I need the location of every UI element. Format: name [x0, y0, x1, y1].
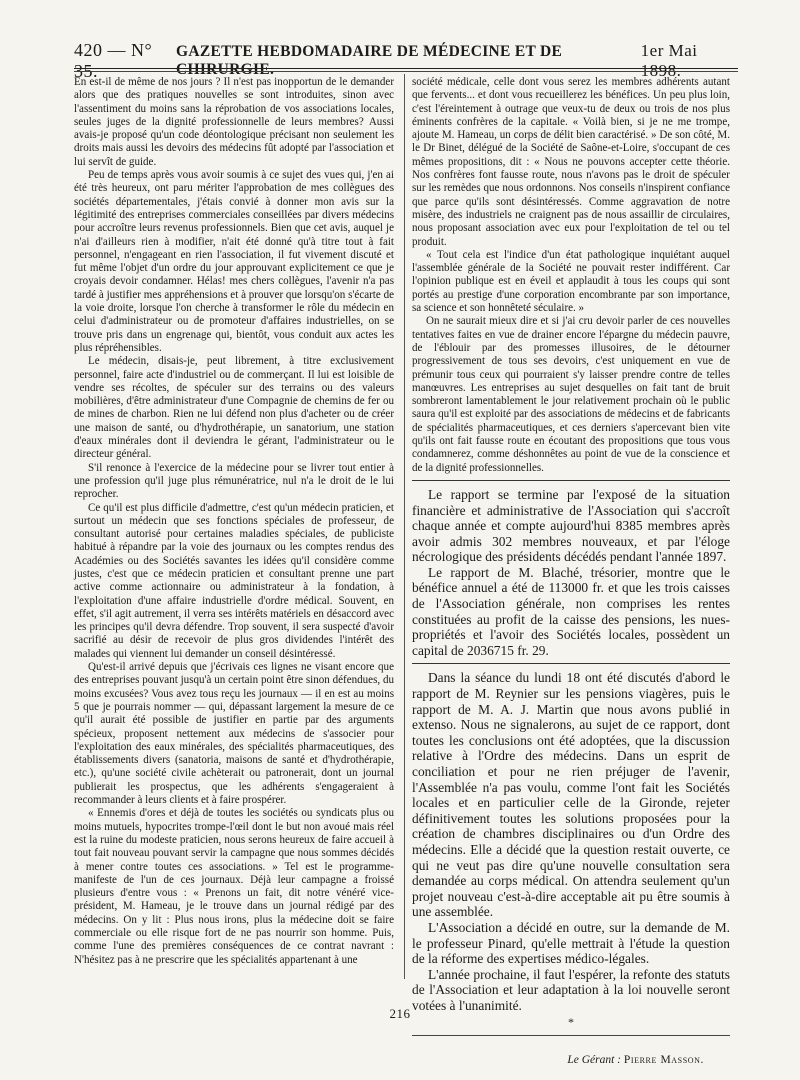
right-column — [412, 76, 730, 1067]
page-number: 216 — [389, 1006, 411, 1021]
paragraph: Dans la séance du lundi 18 ont été discutés d'abord le rapport de M. Reynier sur les pensions viagères, puis le rapport de M. A. J. Martin que nous avons publié in extenso. Nous ne signalerons, au sujet de ce rapport, dont toutes les conclusions ont été adoptées, que la discussion relative à l'Ordre des médecins. Dans un esprit de conciliation et pour ne rien préjuger de l'avenir, l'Assemblée n'a pas voulu, comme l'ont fait les Sociétés locales et en particulier celle de la Gironde, rejeter définitivement toutes les solutions proposées pour la création de chambres disciplinaires ou d'un Ordre des médecins. Elle a décidé que la question restait ouverte, ce qui ne veut pas dire qu'une nouvelle consultation sera demandée au corps médical. On attendra seulement qu'un projet nouveau c'est-à-dire acceptable ait pu être soumis à une assemblée. — [412, 670, 730, 920]
section-separator — [412, 663, 730, 664]
paragraph: Peu de temps après vous avoir soumis à ce sujet des vues qui, j'en ai été très heureux, ont paru mériter l'approbation de mes collègues des sociétés départementales, j'étais convié à donner mon avis sur la légitimité des entreprises commerciales conseillées par divers médecins pour accroître leurs revenus professionnels. Bien que cet avis, auquel je n'ai d'ailleurs rien à modifier, n'ait été donné qu'à titre tout à fait personnel, n'engageant en rien l'association, il fut vivement discuté et fut même l'objet d'un ordre du jour approuvant explicitement ce que je croyais devoir condamner. Hélas! mes chers collègues, l'avenir n'a pas tardé à justifier mes appréhensions et à prouver que lorsqu'on s'écarte de la voie droite, lorsque l'on cherche à transformer le rôle du médecin en celui d'administrateur ou de promoteur d'affaires industrielles, on se trouve pris dans un engrenage qui, bientôt, vous conduit aux actes les plus répréhensibles. — [74, 169, 394, 354]
header-rule-thin — [74, 71, 738, 72]
issue-date: 1er Mai 1898. — [640, 41, 698, 80]
paragraph: « Tout cela est l'indice d'un état pathologique inquiétant auquel l'assemblée générale de la Société ne pouvait rester indifférent. Car l'opinion publique est en éveil et applaudit à tous les coups qui sont portés au prestige d'une corporation encombrante par son importance, sa science et son honnêteté séculaire. » — [412, 248, 730, 315]
paragraph: société médicale, celle dont vous serez les membres adhérents autant que fervents... et dont vous recueillerez les bénéfices. Un peu plus loin, c'est l'éreintement à outrage que veux-tu de deux ou trois de nos plus éminents confrères de la capitale. « Voilà bien, si je ne me trompe, ajoute M. Hameau, un corps de délit bien caractérisé. » De son côté, M. le Dr Binet, délégué de la Société de Saône-et-Loire, s'occupant de ces mêmes propositions, dit : « Nous ne pouvons accepter cette théorie. Nos confrères font fausse route, nous n'avons pas le droit de spéculer sur les remèdes que nous ordonnons. Nos conseils n'inspirent confiance que parce qu'ils sont désintéressés. Comme aggravation de notre misère, des industriels ne craignent pas de nous assaillir de circulaires, nous proposant association avec eux pour l'exploitation de tel ou tel produit. — [412, 76, 730, 248]
journal-title: GAZETTE HEBDOMADAIRE DE MÉDECINE ET DE CHIRURGIE. — [175, 43, 563, 78]
paragraph: Le rapport de M. Blaché, trésorier, montre que le bénéfice annuel a été de 113000 fr. et que les trois caisses de l'Association générale, non comprises les rentes constituées au profit de la caisse des pensions, les nues-propriétés et l'avoir des Sociétés locales, possèdent un capital de 2036715 fr. 29. — [412, 564, 730, 658]
signature — [412, 1054, 730, 1067]
paragraph: Ce qu'il est plus difficile d'admettre, c'est qu'un médecin praticien, et surtout un médecin que ses fonctions spéciales de professeur, de consultant autorisé pour certaines maladies spéciales, de publiciste habitué à répandre par la voie des journaux ou les comptes rendus des Académies ou des Sociétés savantes les idées qu'il considère comme justes, c'est que ce médecin praticien et consultant prenne une part active comme actionnaire ou administrateur à la fondation, à l'exploitation d'une affaire industrielle d'ordre médical. Souvent, en effet, s'il agit autrement, il verra ses intérêts matériels en désaccord avec les principes qu'il devra défendre. Trop souvent, il sera suspecté d'avoir sacrifié au désir de recevoir de plus gros dividendes l'intérêt des malades qui viennent lui demander un conseil désintéressé. — [74, 501, 394, 660]
section-separator — [412, 480, 730, 481]
paragraph: Le rapport se termine par l'exposé de la situation financière et administrative de l'Association qui s'accroît chaque année et compte aujourd'hui 8385 membres après avoir admis 302 membres nouveaux, et par l'éloge nécrologique des présidents décédés pendant l'année 1897. — [412, 486, 730, 565]
paragraph: En est-il de même de nos jours ? Il n'est pas inopportun de le demander alors que des pratiques nouvelles se sont introduites, sinon avec l'assentiment du moins sans la réprobation de vos associations locales, seules juges de la dignité professionnelle de leurs membres? Aussi avais-je proposé qu'un code déontologique précisant non seulement les droits mais aussi les devoirs des médecins fût adopté par l'association et lui servît de guide. — [74, 76, 394, 168]
paragraph: L'année prochaine, il faut l'espérer, la refonte des statuts de l'Association et leur adaptation à la loi nouvelle seront votées à l'unanimité. — [412, 966, 730, 1013]
signature-name: Pierre Masson. — [623, 1053, 704, 1066]
signature-label: Le Gérant : — [567, 1053, 621, 1066]
page-header — [74, 40, 738, 81]
page-issue-label: 420 — N° 35. — [74, 40, 153, 81]
column-divider — [404, 74, 405, 979]
paragraph: « Ennemis d'ores et déjà de toutes les sociétés ou syndicats plus ou moins mutuels, hypocrites trompe-l'œil dont le but non avoué mais réel est la ruine du modeste praticien, nous serons heureux de faire accueil à tout fait nouveau pouvant servir la campagne que nous sommes décidés à mener contre toutes ces associations. » Tel est le programme-manifeste de l'un de ces journaux. Déjà leur campagne a froissé plusieurs d'entre vous : « Prenons un fait, dit notre vénéré vice-président, M. Hameau, je le trouve dans un journal rédigé par des médecins. On y lit : Plus nous irons, plus la médecine doit se faire commerciale ou elle risque fort de ne pas nourrir son homme. Puis, comme l'une des premières conséquences de ce contrat navrant : N'hésitez pas à ne prescrire que les spécialités appartenant à une — [74, 807, 394, 966]
paragraph: L'Association a décidé en outre, sur la demande de M. le professeur Pinard, qu'elle mettrait à l'étude la question de la réforme des expertises médico-légales. — [412, 919, 730, 967]
paragraph: S'il renonce à l'exercice de la médecine pour se livrer tout entier à une profession qu'il juge plus rémunératrice, nul n'a le droit de le lui reprocher. — [74, 461, 394, 501]
paragraph: On ne saurait mieux dire et si j'ai cru devoir parler de ces nouvelles tentatives faites en vue de drainer encore l'épargne du médecin pauvre, de l'éblouir par des promesses illusoires, de le détourner progressivement de tous ses devoirs, c'est uniquement en vue de prémunir tous ceux qui pourraient s'y laisser prendre contre de telles manœuvres. Les entreprises au sujet desquelles on fait tant de bruit sombreront lamentablement le jour relativement prochain où le public saura qu'il est exploité par des associations de médecins et de fabricants de spécialités pharmaceutiques, et ces derniers s'apercevant bien vite qu'ils ont fait fausse route en écoutant des propositions que tous vous condamnerez, comme déshonnêtes au point de vue de la conscience et de la dignité professionnelles. — [412, 315, 730, 474]
header-rule — [74, 68, 738, 69]
left-column — [74, 76, 394, 967]
paragraph: Le médecin, disais-je, peut librement, à titre exclusivement personnel, faire acte d'industriel ou de commerçant. Il lui est loisible de vendre ses récoltes, de spéculer sur des terrains ou des valeurs mobilières, d'être administrateur d'une Compagnie de chemins de fer ou de mines de charbon. Rien ne lui défend non plus d'acheter ou de créer une maison de santé, ou d'hydrothérapie, un sanatorium, une station d'eaux minérales dont il deviendra le gérant, l'administrateur ou le directeur général. — [74, 355, 394, 461]
end-rule — [412, 1035, 730, 1036]
session-report — [412, 670, 730, 1013]
report-summary — [412, 487, 730, 659]
end-mark: * — [568, 1014, 574, 1029]
paragraph: Qu'est-il arrivé depuis que j'écrivais ces lignes ne visant encore que des entreprises pouvant jusqu'à un certain point être sinon défendues, du moins excusées? Vous avez tous reçu les journaux — il en est au moins 5 que je pourrais nommer — qui, dépassant largement la mesure de ce qu'il aurait été possible de justifier en partie par des arguments spécieux, proposent nettement aux médecins de s'associer pour l'exploitation des eaux minérales, des spécialités pharmaceutiques, des établissements divers (sanatoria, maisons de santé et d'hydrothérapie, etc.), qu'une société civile achèterait ou patronerait, dont un journal publierait les prospectus, que les adhérents s'engageraient à recommander à leurs clients et à faire prospérer. — [74, 661, 394, 807]
